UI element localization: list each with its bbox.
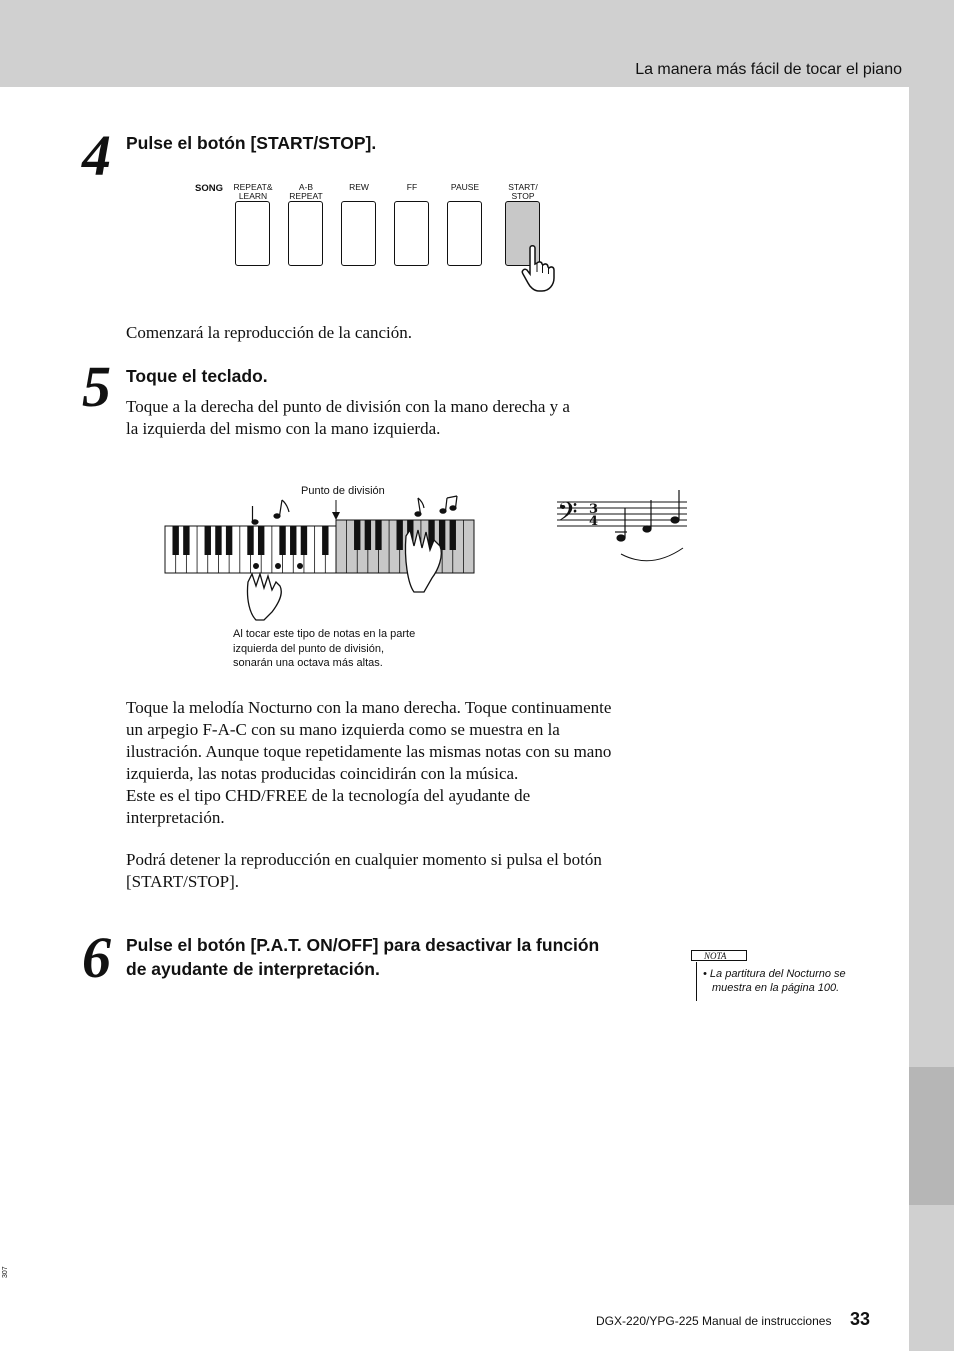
button-label-pause: PAUSE bbox=[450, 182, 480, 192]
repeat-learn-button[interactable] bbox=[235, 201, 270, 266]
black-key bbox=[375, 520, 381, 550]
keyboard-caption-line-1: Al tocar este tipo de notas en la parte bbox=[233, 628, 416, 640]
black-key bbox=[215, 526, 221, 555]
black-key bbox=[322, 526, 328, 555]
button-label-ab-repeat: A-B REPEAT bbox=[289, 182, 323, 201]
split-point-label: Punto de división bbox=[301, 485, 385, 497]
button-label-repeat-learn: REPEAT& LEARN bbox=[233, 182, 273, 201]
svg-text:4: 4 bbox=[589, 514, 599, 529]
step-4-result-text: Comenzará la reproducción de la canción. bbox=[126, 323, 413, 342]
black-key bbox=[258, 526, 264, 555]
song-label: SONG bbox=[195, 183, 223, 194]
black-key bbox=[290, 526, 296, 555]
ff-button[interactable] bbox=[394, 201, 429, 266]
black-key bbox=[397, 520, 403, 550]
note-text: • La partitura del Nocturno se muestra en la página 100. bbox=[703, 968, 846, 994]
page-number: 33 bbox=[850, 1309, 871, 1329]
button-label-start-stop: START/ STOP bbox=[508, 182, 538, 201]
bass-clef-arpeggio-score bbox=[555, 488, 690, 568]
black-key bbox=[205, 526, 211, 555]
button-label-ff: FF bbox=[406, 182, 418, 192]
pause-button[interactable] bbox=[447, 201, 482, 266]
black-key bbox=[183, 526, 189, 555]
svg-text:3: 3 bbox=[589, 502, 599, 517]
keyboard-caption-line-3: sonarán una octava más altas. bbox=[233, 657, 383, 669]
svg-text:𝄢: 𝄢 bbox=[557, 496, 578, 534]
black-key bbox=[450, 520, 456, 550]
step-5-instruction-line-2: la izquierda del mismo con la mano izquierda. bbox=[126, 419, 441, 438]
side-code: 307 bbox=[2, 1266, 9, 1278]
black-key bbox=[279, 526, 285, 555]
black-key bbox=[354, 520, 360, 550]
rew-button[interactable] bbox=[341, 201, 376, 266]
button-label-rew: REW bbox=[349, 182, 369, 192]
step-number-6: 6 bbox=[82, 925, 111, 990]
keyboard-caption-line-2: izquierda del punto de división, bbox=[233, 643, 385, 655]
step-5-explanation: Toque la melodía Nocturno con la mano derecha. Toque continuamente un arpegio F-A-C con su mano izquierda como se muestra en la ilustración. Aunque toque repetidamente las mismas notas con su mano izquierda, las notas producidas coincidirán con la música. Este es el tipo CHD/FREE de la tecnología del ayudante de interpretación. bbox=[126, 698, 612, 827]
step-5-instruction-line-1: Toque a la derecha del punto de división con la mano derecha y a bbox=[126, 397, 570, 416]
black-key bbox=[301, 526, 307, 555]
black-key bbox=[172, 526, 178, 555]
step-number-5: 5 bbox=[82, 354, 111, 419]
running-header: La manera más fácil de tocar el piano bbox=[635, 61, 902, 78]
note-rule bbox=[696, 962, 697, 1001]
step-4-title: Pulse el botón [START/STOP]. bbox=[126, 133, 377, 153]
black-key bbox=[247, 526, 253, 555]
step-6-title: Pulse el botón [P.A.T. ON/OFF] para desactivar la función de ayudante de interpretación. bbox=[126, 935, 600, 979]
step-5-stop-hint: Podrá detener la reproducción en cualquier momento si pulsa el botón [START/STOP]. bbox=[126, 850, 602, 891]
black-key bbox=[226, 526, 232, 555]
footer-manual-title: DGX-220/YPG-225 Manual de instrucciones bbox=[596, 1314, 832, 1328]
chapter-tab bbox=[909, 1067, 954, 1205]
ab-repeat-button[interactable] bbox=[288, 201, 323, 266]
black-key bbox=[365, 520, 371, 550]
pointing-hand-icon bbox=[518, 244, 564, 294]
step-5-title: Toque el teclado. bbox=[126, 366, 268, 386]
step-number-4: 4 bbox=[82, 123, 111, 188]
keyboard-illustration bbox=[160, 490, 480, 625]
note-label: NOTA bbox=[691, 950, 747, 961]
